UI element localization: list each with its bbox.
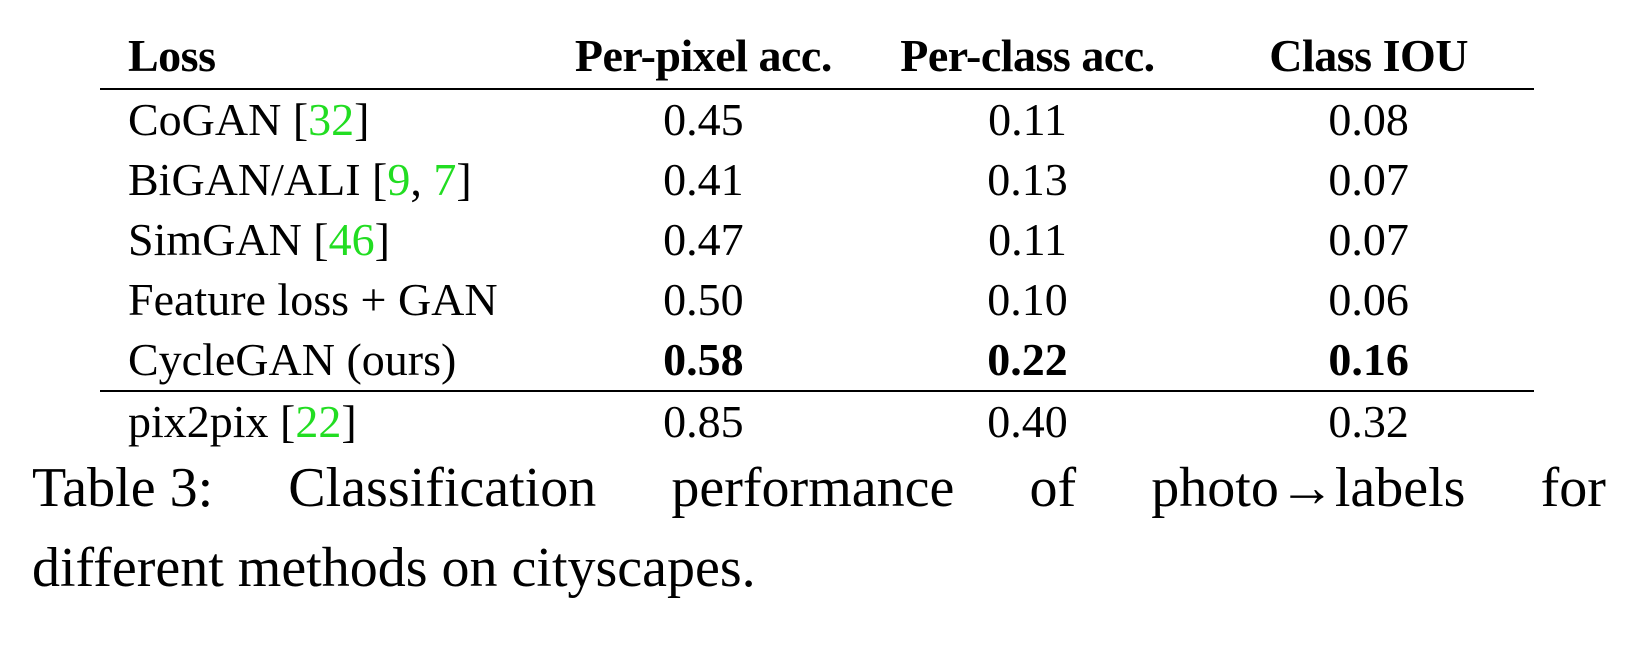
class-iou-value: 0.32 bbox=[1203, 391, 1534, 452]
per-pixel-value: 0.45 bbox=[663, 94, 744, 145]
caption-word: for bbox=[1540, 457, 1606, 519]
results-table bbox=[100, 24, 1534, 452]
citation-link[interactable]: 9 bbox=[387, 154, 411, 205]
class-iou-value: 0.07 bbox=[1328, 154, 1409, 205]
caption-word: performance bbox=[671, 457, 955, 519]
per-class-value: 0.11 bbox=[988, 94, 1067, 145]
caption-word: Classification bbox=[288, 457, 597, 519]
per-class-value-best: 0.22 bbox=[987, 334, 1068, 385]
per-pixel-value: 0.50 bbox=[663, 274, 744, 325]
per-pixel-value-best: 0.58 bbox=[663, 334, 744, 385]
table-caption bbox=[32, 448, 1606, 608]
bracket-close: ] bbox=[374, 214, 390, 265]
header-loss: Loss bbox=[100, 24, 555, 89]
table-row-feature-loss-gan bbox=[100, 270, 1534, 330]
caption-line-1 bbox=[32, 448, 1606, 528]
header-class-iou: Class IOU bbox=[1203, 24, 1534, 89]
class-iou-value: 0.06 bbox=[1328, 274, 1409, 325]
per-pixel-value: 0.85 bbox=[555, 391, 852, 452]
per-class-value: 0.11 bbox=[988, 214, 1067, 265]
table-row-cogan bbox=[100, 89, 1534, 150]
caption-line-2: different methods on cityscapes. bbox=[32, 537, 756, 599]
per-pixel-value: 0.41 bbox=[663, 154, 744, 205]
table-row-cyclegan-ours bbox=[100, 330, 1534, 391]
row-label bbox=[100, 210, 555, 270]
table-row-simgan bbox=[100, 210, 1534, 270]
row-label bbox=[100, 391, 555, 452]
per-class-value: 0.10 bbox=[987, 274, 1068, 325]
method-name: pix2pix [ bbox=[128, 396, 296, 447]
bracket-close: ] bbox=[354, 94, 370, 145]
caption-word: Table 3: bbox=[32, 457, 214, 519]
method-name: CoGAN [ bbox=[128, 94, 309, 145]
table-row-bigan-ali bbox=[100, 150, 1534, 210]
citation-link[interactable]: 46 bbox=[328, 214, 375, 265]
bracket-close: ] bbox=[341, 396, 357, 447]
citation-link[interactable]: 32 bbox=[308, 94, 355, 145]
class-iou-value: 0.08 bbox=[1328, 94, 1409, 145]
class-iou-value: 0.07 bbox=[1328, 214, 1409, 265]
method-name: BiGAN/ALI [ bbox=[128, 154, 388, 205]
method-name: SimGAN [ bbox=[128, 214, 329, 265]
bracket-close: ] bbox=[456, 154, 472, 205]
citation-separator: , bbox=[410, 154, 434, 205]
table-header-row bbox=[100, 24, 1534, 89]
per-class-value: 0.40 bbox=[852, 391, 1204, 452]
citation-link[interactable]: 22 bbox=[295, 396, 342, 447]
citation-link[interactable]: 7 bbox=[433, 154, 457, 205]
row-label bbox=[100, 89, 555, 150]
row-label bbox=[100, 150, 555, 210]
per-pixel-value: 0.47 bbox=[663, 214, 744, 265]
caption-word: photo→labels bbox=[1151, 457, 1466, 519]
per-class-value: 0.13 bbox=[987, 154, 1068, 205]
row-label bbox=[100, 270, 555, 330]
row-label bbox=[100, 330, 555, 391]
table-row-pix2pix bbox=[100, 391, 1534, 452]
method-name: CycleGAN (ours) bbox=[128, 334, 457, 385]
caption-word: of bbox=[1029, 457, 1077, 519]
header-per-class-acc: Per-class acc. bbox=[852, 24, 1204, 89]
method-name: Feature loss + GAN bbox=[128, 274, 498, 325]
class-iou-value-best: 0.16 bbox=[1328, 334, 1409, 385]
header-per-pixel-acc: Per-pixel acc. bbox=[555, 24, 852, 89]
results-table-container bbox=[100, 24, 1534, 452]
